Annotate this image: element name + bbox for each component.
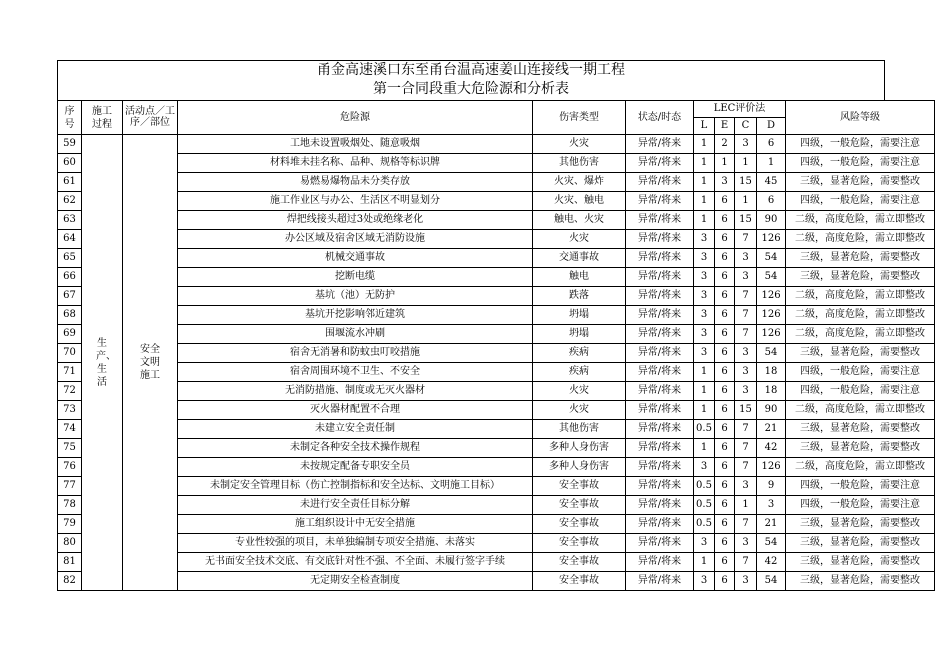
table-row <box>58 154 935 173</box>
hazard-cell: 宿舍无消暑和防蚊虫叮咬措施 <box>178 344 533 363</box>
table-row <box>58 135 935 154</box>
injury-cell: 坍塌 <box>533 306 626 325</box>
d-cell: 126 <box>757 287 786 306</box>
injury-cell: 其他伤害 <box>533 420 626 439</box>
row-number: 74 <box>58 420 82 439</box>
c-cell: 3 <box>735 477 757 496</box>
c-cell: 15 <box>735 173 757 192</box>
d-cell: 42 <box>757 439 786 458</box>
row-number: 59 <box>58 135 82 154</box>
table-row <box>58 363 935 382</box>
table-row <box>58 230 935 249</box>
c-cell: 7 <box>735 439 757 458</box>
l-cell: 3 <box>694 268 715 287</box>
process-cell: 生产、生活 <box>82 135 123 591</box>
row-number: 78 <box>58 496 82 515</box>
d-cell: 126 <box>757 325 786 344</box>
state-cell: 异常/将来 <box>626 344 694 363</box>
hazard-cell: 基坑开挖影响邻近建筑 <box>178 306 533 325</box>
row-number: 80 <box>58 534 82 553</box>
risk-cell: 二级，高度危险，需立即整改 <box>786 306 935 325</box>
l-cell: 1 <box>694 363 715 382</box>
hazard-cell: 基坑（池）无防护 <box>178 287 533 306</box>
state-cell: 异常/将来 <box>626 154 694 173</box>
header-risk: 风险等级 <box>786 101 935 135</box>
state-cell: 异常/将来 <box>626 192 694 211</box>
l-cell: 1 <box>694 401 715 420</box>
risk-cell: 四级，一般危险，需要注意 <box>786 135 935 154</box>
header-seq: 序号 <box>58 101 82 135</box>
state-cell: 异常/将来 <box>626 135 694 154</box>
risk-cell: 二级，高度危险，需立即整改 <box>786 211 935 230</box>
state-cell: 异常/将来 <box>626 173 694 192</box>
c-cell: 3 <box>735 363 757 382</box>
hazard-cell: 专业性较强的项目，未单独编制专项安全措施、未落实 <box>178 534 533 553</box>
c-cell: 3 <box>735 382 757 401</box>
d-cell: 90 <box>757 401 786 420</box>
state-cell: 异常/将来 <box>626 230 694 249</box>
e-cell: 6 <box>715 553 735 572</box>
d-cell: 54 <box>757 572 786 591</box>
row-number: 69 <box>58 325 82 344</box>
risk-cell: 二级，高度危险，需立即整改 <box>786 458 935 477</box>
hazard-sheet <box>57 60 926 591</box>
e-cell: 6 <box>715 268 735 287</box>
injury-cell: 多种人身伤害 <box>533 439 626 458</box>
row-number: 71 <box>58 363 82 382</box>
injury-cell: 安全事故 <box>533 496 626 515</box>
row-number: 67 <box>58 287 82 306</box>
l-cell: 1 <box>694 211 715 230</box>
e-cell: 6 <box>715 325 735 344</box>
hazard-cell: 焊把线接头超过3处或绝缘老化 <box>178 211 533 230</box>
risk-cell: 三级，显著危险，需要整改 <box>786 515 935 534</box>
d-cell: 21 <box>757 420 786 439</box>
l-cell: 1 <box>694 439 715 458</box>
row-number: 75 <box>58 439 82 458</box>
table-row <box>58 572 935 591</box>
row-number: 79 <box>58 515 82 534</box>
injury-cell: 多种人身伤害 <box>533 458 626 477</box>
hazard-cell: 机械交通事故 <box>178 249 533 268</box>
c-cell: 7 <box>735 553 757 572</box>
state-cell: 异常/将来 <box>626 496 694 515</box>
header-state: 状态/时态 <box>626 101 694 135</box>
header-injury: 伤害类型 <box>533 101 626 135</box>
c-cell: 7 <box>735 515 757 534</box>
d-cell: 54 <box>757 534 786 553</box>
l-cell: 1 <box>694 173 715 192</box>
table-row <box>58 439 935 458</box>
risk-cell: 三级，显著危险，需要整改 <box>786 572 935 591</box>
e-cell: 6 <box>715 515 735 534</box>
state-cell: 异常/将来 <box>626 572 694 591</box>
d-cell: 54 <box>757 268 786 287</box>
e-cell: 2 <box>715 135 735 154</box>
l-cell: 3 <box>694 325 715 344</box>
row-number: 64 <box>58 230 82 249</box>
row-number: 70 <box>58 344 82 363</box>
state-cell: 异常/将来 <box>626 249 694 268</box>
injury-cell: 安全事故 <box>533 553 626 572</box>
injury-cell: 跌落 <box>533 287 626 306</box>
table-body <box>58 135 935 591</box>
hazard-cell: 工地未设置吸烟处、随意吸烟 <box>178 135 533 154</box>
c-cell: 7 <box>735 306 757 325</box>
header-d: D <box>757 118 786 135</box>
d-cell: 6 <box>757 192 786 211</box>
risk-cell: 二级，高度危险，需立即整改 <box>786 401 935 420</box>
state-cell: 异常/将来 <box>626 439 694 458</box>
d-cell: 1 <box>757 154 786 173</box>
e-cell: 6 <box>715 477 735 496</box>
injury-cell: 触电、火灾 <box>533 211 626 230</box>
d-cell: 9 <box>757 477 786 496</box>
l-cell: 1 <box>694 135 715 154</box>
injury-cell: 触电 <box>533 268 626 287</box>
row-number: 72 <box>58 382 82 401</box>
l-cell: 1 <box>694 382 715 401</box>
row-number: 61 <box>58 173 82 192</box>
state-cell: 异常/将来 <box>626 363 694 382</box>
injury-cell: 火灾、爆炸 <box>533 173 626 192</box>
e-cell: 6 <box>715 287 735 306</box>
l-cell: 0.5 <box>694 420 715 439</box>
c-cell: 7 <box>735 325 757 344</box>
injury-cell: 火灾 <box>533 135 626 154</box>
injury-cell: 交通事故 <box>533 249 626 268</box>
e-cell: 6 <box>715 363 735 382</box>
table-row <box>58 268 935 287</box>
e-cell: 6 <box>715 249 735 268</box>
l-cell: 0.5 <box>694 496 715 515</box>
row-number: 76 <box>58 458 82 477</box>
injury-cell: 疾病 <box>533 344 626 363</box>
injury-cell: 火灾 <box>533 230 626 249</box>
table-row <box>58 325 935 344</box>
c-cell: 7 <box>735 458 757 477</box>
e-cell: 6 <box>715 439 735 458</box>
hazard-cell: 施工作业区与办公、生活区不明显划分 <box>178 192 533 211</box>
hazard-cell: 未按规定配备专职安全员 <box>178 458 533 477</box>
l-cell: 3 <box>694 572 715 591</box>
table-row <box>58 173 935 192</box>
state-cell: 异常/将来 <box>626 325 694 344</box>
state-cell: 异常/将来 <box>626 401 694 420</box>
e-cell: 6 <box>715 572 735 591</box>
c-cell: 1 <box>735 192 757 211</box>
risk-cell: 三级，显著危险，需要整改 <box>786 268 935 287</box>
risk-cell: 四级，一般危险，需要注意 <box>786 192 935 211</box>
hazard-cell: 未进行安全责任目标分解 <box>178 496 533 515</box>
state-cell: 异常/将来 <box>626 306 694 325</box>
l-cell: 3 <box>694 458 715 477</box>
c-cell: 3 <box>735 534 757 553</box>
e-cell: 6 <box>715 230 735 249</box>
d-cell: 18 <box>757 382 786 401</box>
header-lec: LEC评价法 <box>694 101 786 118</box>
risk-cell: 三级，显著危险，需要整改 <box>786 173 935 192</box>
row-number: 62 <box>58 192 82 211</box>
l-cell: 0.5 <box>694 477 715 496</box>
d-cell: 90 <box>757 211 786 230</box>
d-cell: 126 <box>757 230 786 249</box>
title-block <box>57 60 885 100</box>
state-cell: 异常/将来 <box>626 534 694 553</box>
e-cell: 6 <box>715 458 735 477</box>
table-row <box>58 306 935 325</box>
d-cell: 54 <box>757 249 786 268</box>
state-cell: 异常/将来 <box>626 515 694 534</box>
e-cell: 6 <box>715 344 735 363</box>
l-cell: 3 <box>694 534 715 553</box>
d-cell: 3 <box>757 496 786 515</box>
c-cell: 15 <box>735 211 757 230</box>
hazard-cell: 未制定各种安全技术操作规程 <box>178 439 533 458</box>
c-cell: 3 <box>735 249 757 268</box>
title-line-2: 第一合同段重大危险源和分析表 <box>373 81 569 97</box>
e-cell: 6 <box>715 306 735 325</box>
l-cell: 0.5 <box>694 515 715 534</box>
risk-cell: 二级，高度危险，需立即整改 <box>786 325 935 344</box>
injury-cell: 其他伤害 <box>533 154 626 173</box>
header-process: 施工过程 <box>82 101 123 135</box>
c-cell: 7 <box>735 420 757 439</box>
risk-cell: 三级，显著危险，需要整改 <box>786 344 935 363</box>
c-cell: 1 <box>735 154 757 173</box>
header-hazard: 危险源 <box>178 101 533 135</box>
risk-cell: 三级，显著危险，需要整改 <box>786 420 935 439</box>
d-cell: 18 <box>757 363 786 382</box>
l-cell: 3 <box>694 344 715 363</box>
state-cell: 异常/将来 <box>626 268 694 287</box>
table-row <box>58 420 935 439</box>
risk-cell: 三级，显著危险，需要整改 <box>786 439 935 458</box>
d-cell: 21 <box>757 515 786 534</box>
c-cell: 3 <box>735 135 757 154</box>
state-cell: 异常/将来 <box>626 477 694 496</box>
l-cell: 3 <box>694 287 715 306</box>
l-cell: 1 <box>694 192 715 211</box>
title-line-1: 甬金高速溪口东至甬台温高速姜山连接线一期工程 <box>317 62 625 78</box>
c-cell: 1 <box>735 496 757 515</box>
row-number: 68 <box>58 306 82 325</box>
table-row <box>58 344 935 363</box>
e-cell: 6 <box>715 192 735 211</box>
row-number: 65 <box>58 249 82 268</box>
table-row <box>58 287 935 306</box>
row-number: 73 <box>58 401 82 420</box>
row-number: 63 <box>58 211 82 230</box>
c-cell: 3 <box>735 344 757 363</box>
c-cell: 7 <box>735 230 757 249</box>
state-cell: 异常/将来 <box>626 420 694 439</box>
state-cell: 异常/将来 <box>626 287 694 306</box>
state-cell: 异常/将来 <box>626 382 694 401</box>
state-cell: 异常/将来 <box>626 553 694 572</box>
injury-cell: 火灾、触电 <box>533 192 626 211</box>
header-l: L <box>694 118 715 135</box>
l-cell: 3 <box>694 249 715 268</box>
table-row <box>58 477 935 496</box>
risk-cell: 四级，一般危险，需要注意 <box>786 363 935 382</box>
d-cell: 6 <box>757 135 786 154</box>
c-cell: 15 <box>735 401 757 420</box>
risk-cell: 三级，显著危险，需要整改 <box>786 534 935 553</box>
table-row <box>58 382 935 401</box>
risk-cell: 三级，显著危险，需要整改 <box>786 249 935 268</box>
l-cell: 3 <box>694 230 715 249</box>
hazard-cell: 围堰流水冲刷 <box>178 325 533 344</box>
table-row <box>58 496 935 515</box>
risk-cell: 四级，一般危险，需要注意 <box>786 496 935 515</box>
l-cell: 3 <box>694 306 715 325</box>
c-cell: 7 <box>735 287 757 306</box>
hazard-cell: 无定期安全检查制度 <box>178 572 533 591</box>
injury-cell: 安全事故 <box>533 515 626 534</box>
hazard-cell: 无书面安全技术交底、有交底针对性不强、不全面、未履行签字手续 <box>178 553 533 572</box>
d-cell: 45 <box>757 173 786 192</box>
injury-cell: 疾病 <box>533 363 626 382</box>
e-cell: 3 <box>715 173 735 192</box>
hazard-cell: 宿舍周围环境不卫生、不安全 <box>178 363 533 382</box>
header-activity: 活动点／工序／部位 <box>123 101 178 135</box>
risk-cell: 二级，高度危险，需立即整改 <box>786 230 935 249</box>
injury-cell: 安全事故 <box>533 477 626 496</box>
hazard-cell: 无消防措施、制度或无灭火器材 <box>178 382 533 401</box>
e-cell: 6 <box>715 534 735 553</box>
table-row <box>58 401 935 420</box>
risk-cell: 三级，显著危险，需要整改 <box>786 553 935 572</box>
e-cell: 1 <box>715 154 735 173</box>
table-row <box>58 249 935 268</box>
e-cell: 6 <box>715 420 735 439</box>
l-cell: 1 <box>694 154 715 173</box>
risk-cell: 四级，一般危险，需要注意 <box>786 477 935 496</box>
e-cell: 6 <box>715 496 735 515</box>
c-cell: 3 <box>735 572 757 591</box>
risk-cell: 二级，高度危险，需立即整改 <box>786 287 935 306</box>
risk-cell: 四级，一般危险，需要注意 <box>786 382 935 401</box>
e-cell: 6 <box>715 211 735 230</box>
hazard-cell: 易燃易爆物品未分类存放 <box>178 173 533 192</box>
table-row <box>58 211 935 230</box>
hazard-cell: 办公区域及宿舍区域无消防设施 <box>178 230 533 249</box>
table-row <box>58 534 935 553</box>
activity-cell: 安全文明施工 <box>123 135 178 591</box>
l-cell: 1 <box>694 553 715 572</box>
injury-cell: 安全事故 <box>533 572 626 591</box>
header-e: E <box>715 118 735 135</box>
hazard-cell: 挖断电缆 <box>178 268 533 287</box>
table-row <box>58 458 935 477</box>
row-number: 77 <box>58 477 82 496</box>
table-row <box>58 192 935 211</box>
hazard-cell: 灭火器材配置不合理 <box>178 401 533 420</box>
hazard-table <box>57 100 935 591</box>
d-cell: 42 <box>757 553 786 572</box>
hazard-cell: 施工组织设计中无安全措施 <box>178 515 533 534</box>
state-cell: 异常/将来 <box>626 211 694 230</box>
d-cell: 54 <box>757 344 786 363</box>
d-cell: 126 <box>757 306 786 325</box>
c-cell: 3 <box>735 268 757 287</box>
hazard-cell: 未建立安全责任制 <box>178 420 533 439</box>
hazard-cell: 材料堆未挂名称、品种、规格等标识牌 <box>178 154 533 173</box>
row-number: 60 <box>58 154 82 173</box>
injury-cell: 火灾 <box>533 401 626 420</box>
state-cell: 异常/将来 <box>626 458 694 477</box>
row-number: 66 <box>58 268 82 287</box>
row-number: 81 <box>58 553 82 572</box>
header-c: C <box>735 118 757 135</box>
e-cell: 6 <box>715 382 735 401</box>
table-row <box>58 553 935 572</box>
table-row <box>58 515 935 534</box>
injury-cell: 坍塌 <box>533 325 626 344</box>
e-cell: 6 <box>715 401 735 420</box>
hazard-cell: 未制定安全管理目标（伤亡控制指标和安全达标、文明施工目标） <box>178 477 533 496</box>
injury-cell: 火灾 <box>533 382 626 401</box>
d-cell: 126 <box>757 458 786 477</box>
risk-cell: 四级，一般危险，需要注意 <box>786 154 935 173</box>
row-number: 82 <box>58 572 82 591</box>
injury-cell: 安全事故 <box>533 534 626 553</box>
